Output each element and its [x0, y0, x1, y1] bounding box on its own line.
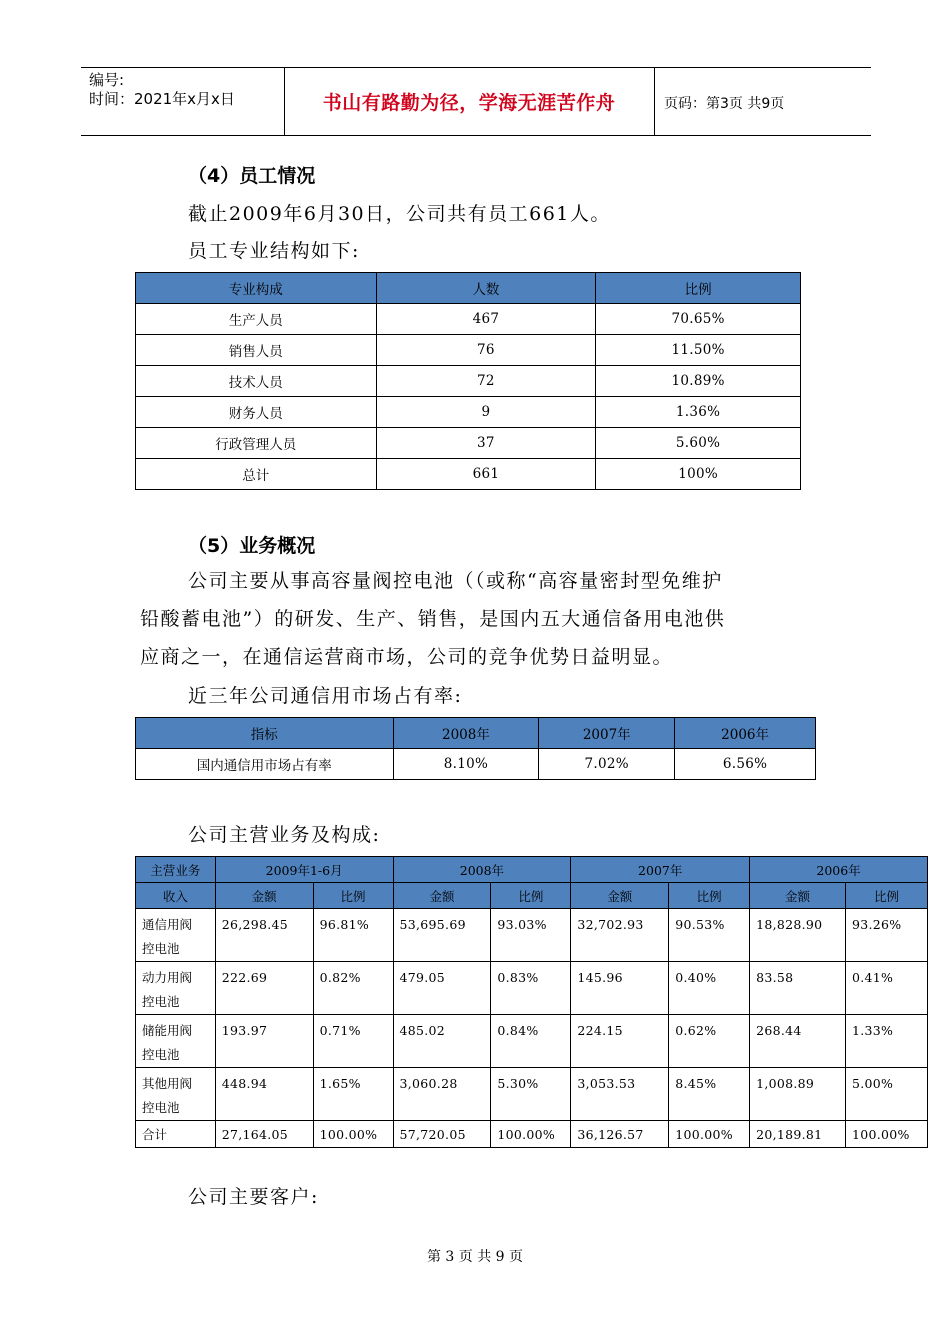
table-cell: 8.10% [393, 749, 539, 780]
table-cell: 国内通信用市场占有率 [136, 749, 394, 780]
time-label: 时间：2021年x月x日 [89, 90, 235, 108]
header-meta [89, 71, 235, 109]
table-cell: 83.58 [750, 962, 846, 1015]
table-cell: 6.56% [675, 749, 816, 780]
page-header [81, 67, 871, 137]
market-intro: 近三年公司通信用市场占有率: [188, 685, 463, 707]
section5-heading: （5）业务概况 [188, 535, 316, 557]
row-label-line2: 控电池 [142, 1047, 180, 1062]
market-col-header: 2006年 [675, 718, 816, 749]
table-cell: 8.45% [669, 1068, 750, 1121]
section5-para-line2: 铅酸蓄电池”）的研发、生产、销售，是国内五大通信备用电池供 [140, 608, 726, 630]
row-label-line1: 储能用阀 [142, 1023, 193, 1038]
row-label-line1: 其他用阀 [142, 1076, 193, 1091]
table-row [136, 304, 801, 335]
business-corner-header: 主营业务 [136, 857, 216, 883]
amount-header: 金额 [393, 883, 491, 909]
table-cell: 1.36% [596, 397, 801, 428]
business-corner-header: 收入 [136, 883, 216, 909]
table-row [136, 335, 801, 366]
table-cell: 36,126.57 [571, 1121, 669, 1148]
amount-header: 金额 [571, 883, 669, 909]
ratio-header: 比例 [491, 883, 571, 909]
row-label-line2: 控电池 [142, 994, 180, 1009]
table-cell: 11.50% [596, 335, 801, 366]
table-cell: 100.00% [669, 1121, 750, 1148]
row-label-line2: 控电池 [142, 1100, 180, 1115]
table-cell: 3,060.28 [393, 1068, 491, 1121]
ratio-header: 比例 [669, 883, 750, 909]
section4-para2: 员工专业结构如下: [188, 240, 360, 262]
table-cell: 222.69 [215, 962, 313, 1015]
row-label [136, 909, 216, 962]
header-bottom-rule [81, 135, 871, 136]
serial-label: 编号: [89, 71, 125, 89]
table-cell: 7.02% [539, 749, 675, 780]
table-cell: 448.94 [215, 1068, 313, 1121]
table-cell: 行政管理人员 [136, 428, 377, 459]
header-divider-right [654, 68, 655, 135]
table-cell: 100.00% [846, 1121, 928, 1148]
table-cell: 总计 [136, 459, 377, 490]
ratio-header: 比例 [846, 883, 928, 909]
table-cell: 5.30% [491, 1068, 571, 1121]
table-row [136, 459, 801, 490]
table-row [136, 909, 928, 962]
row-label [136, 1015, 216, 1068]
header-motto: 书山有路勤为径，学海无涯苦作舟 [322, 91, 616, 114]
table-cell: 193.97 [215, 1015, 313, 1068]
market-col-header: 2007年 [539, 718, 675, 749]
table-cell: 76 [376, 335, 596, 366]
table-cell: 100% [596, 459, 801, 490]
section5-para-line1: 公司主要从事高容量阀控电池（（或称“高容量密封型免维护 [188, 570, 723, 592]
amount-header: 金额 [215, 883, 313, 909]
table-cell: 37 [376, 428, 596, 459]
table-cell: 0.84% [491, 1015, 571, 1068]
table-cell: 10.89% [596, 366, 801, 397]
table-cell: 467 [376, 304, 596, 335]
total-label: 合计 [136, 1121, 216, 1148]
section5-para-line3: 应商之一，在通信运营商市场，公司的竞争优势日益明显。 [140, 646, 674, 668]
table-cell: 96.81% [313, 909, 393, 962]
table-row [136, 1068, 928, 1121]
table-row [136, 397, 801, 428]
table-cell: 268.44 [750, 1015, 846, 1068]
table-cell: 3,053.53 [571, 1068, 669, 1121]
table-cell: 0.82% [313, 962, 393, 1015]
table-cell: 20,189.81 [750, 1121, 846, 1148]
table-row [136, 749, 816, 780]
market-col-header: 2008年 [393, 718, 539, 749]
row-label [136, 1068, 216, 1121]
row-label-line1: 动力用阀 [142, 970, 193, 985]
table-cell: 100.00% [491, 1121, 571, 1148]
table-row [136, 366, 801, 397]
section4-heading: （4）员工情况 [188, 165, 316, 187]
table-cell: 生产人员 [136, 304, 377, 335]
market-share-table [135, 717, 816, 780]
table-cell: 1.33% [846, 1015, 928, 1068]
section4-para1: 截止2009年6月30日，公司共有员工661人。 [188, 203, 611, 225]
table-cell: 技术人员 [136, 366, 377, 397]
market-table-header [136, 718, 816, 749]
table-cell: 32,702.93 [571, 909, 669, 962]
table-cell: 财务人员 [136, 397, 377, 428]
staff-col-header: 人数 [376, 273, 596, 304]
table-cell: 0.62% [669, 1015, 750, 1068]
business-period-header: 2007年 [571, 857, 750, 883]
business-period-header: 2008年 [393, 857, 571, 883]
amount-header: 金额 [750, 883, 846, 909]
table-cell: 0.71% [313, 1015, 393, 1068]
table-cell: 661 [376, 459, 596, 490]
table-cell: 1,008.89 [750, 1068, 846, 1121]
ratio-header: 比例 [313, 883, 393, 909]
staff-col-header: 比例 [596, 273, 801, 304]
table-row [136, 428, 801, 459]
table-row [136, 1015, 928, 1068]
table-cell: 销售人员 [136, 335, 377, 366]
business-table-header-row1 [136, 857, 928, 883]
market-col-header: 指标 [136, 718, 394, 749]
staff-col-header: 专业构成 [136, 273, 377, 304]
business-period-header: 2006年 [750, 857, 928, 883]
table-cell: 57,720.05 [393, 1121, 491, 1148]
table-cell: 0.41% [846, 962, 928, 1015]
table-cell: 0.40% [669, 962, 750, 1015]
table-cell: 26,298.45 [215, 909, 313, 962]
table-cell: 5.00% [846, 1068, 928, 1121]
customers-intro: 公司主要客户: [188, 1186, 319, 1208]
table-cell: 479.05 [393, 962, 491, 1015]
table-cell: 1.65% [313, 1068, 393, 1121]
row-label-line2: 控电池 [142, 941, 180, 956]
table-cell: 485.02 [393, 1015, 491, 1068]
business-intro: 公司主营业务及构成: [188, 824, 381, 846]
table-cell: 224.15 [571, 1015, 669, 1068]
table-cell: 27,164.05 [215, 1121, 313, 1148]
table-cell: 90.53% [669, 909, 750, 962]
staff-table [135, 272, 801, 490]
table-cell: 93.26% [846, 909, 928, 962]
table-row [136, 962, 928, 1015]
table-cell: 9 [376, 397, 596, 428]
page-footer: 第 3 页 共 9 页 [426, 1249, 524, 1265]
row-label [136, 962, 216, 1015]
table-cell: 100.00% [313, 1121, 393, 1148]
total-row [136, 1121, 928, 1148]
header-page-label: 页码：第3页 共9页 [664, 96, 785, 112]
business-table-header-row2 [136, 883, 928, 909]
business-table [135, 856, 928, 1148]
business-period-header: 2009年1-6月 [215, 857, 393, 883]
table-cell: 0.83% [491, 962, 571, 1015]
staff-table-header [136, 273, 801, 304]
table-cell: 70.65% [596, 304, 801, 335]
table-cell: 5.60% [596, 428, 801, 459]
table-cell: 18,828.90 [750, 909, 846, 962]
table-cell: 93.03% [491, 909, 571, 962]
row-label-line1: 通信用阀 [142, 917, 193, 932]
table-cell: 145.96 [571, 962, 669, 1015]
table-cell: 53,695.69 [393, 909, 491, 962]
table-cell: 72 [376, 366, 596, 397]
